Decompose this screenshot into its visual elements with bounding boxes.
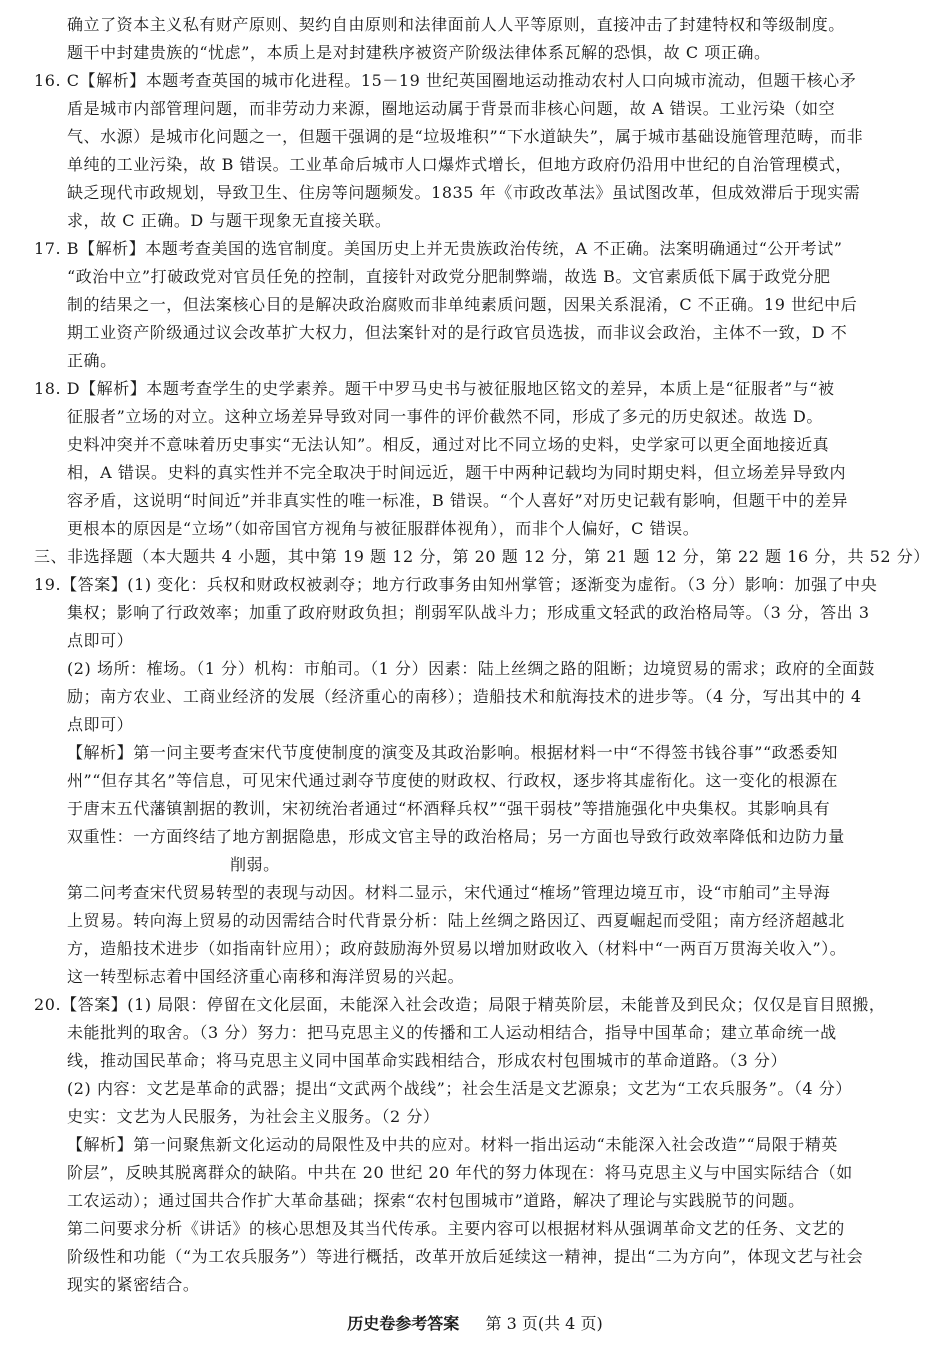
text-line: 上贸易。转向海上贸易的动因需结合时代背景分析：陆上丝绸之路因辽、西夏崛起而受阻；南方经济超越北 xyxy=(67,911,845,930)
text-line: 期工业资产阶级通过议会改革扩大权力，但法案针对的是行政官员选拔，而非议会政治，主体不一致，D 不 xyxy=(67,323,848,342)
text-line: 盾是城市内部管理问题，而非劳动力来源，圈地运动属于背景而非核心问题，故 A 错误。工业污染（如空 xyxy=(67,99,836,118)
text-line: 正确。 xyxy=(67,351,117,370)
text-line: 现实的紧密结合。 xyxy=(67,1275,200,1294)
question-20-line: 20.【答案】(1) 局限：停留在文化层面，未能深入社会改造；局限于精英阶层，未能普及到民众；仅仅是盲目照搬， xyxy=(34,995,886,1014)
page-footer xyxy=(0,1313,950,1335)
text-line: 缺乏现代市政规划，导致卫生、住房等问题频发。1835 年《市政改革法》虽试图改革，但成效滞后于现实需 xyxy=(67,183,861,202)
text-line: 这一转型标志着中国经济重心南移和海洋贸易的兴起。 xyxy=(67,967,465,986)
text-line: 征服者”立场的对立。这种立场差异导致对同一事件的评价截然不同，形成了多元的历史叙述。故选 D。 xyxy=(67,407,823,426)
text-line: (2) 场所：榷场。（1 分）机构：市舶司。（1 分）因素：陆上丝绸之路的阻断；边境贸易的需求；政府的全面鼓 xyxy=(67,659,875,678)
text-line: 制的结果之一，但法案核心目的是解决政治腐败而非单纯素质问题，因果关系混淆，C 不正确。19 世纪中后 xyxy=(67,295,858,314)
text-line: 史料冲突并不意味着历史事实“无法认知”。相反，通过对比不同立场的史料，史学家可以更全面地接近真 xyxy=(67,435,830,454)
text-line: “政治中立”打破政党对官员任免的控制，直接针对政党分肥制弊端，故选 B。文官素质低下属于政党分肥 xyxy=(67,267,831,286)
text-line: 【解析】第一问主要考查宋代节度使制度的演变及其政治影响。根据材料一中“不得签书钱谷事”“政悉委知 xyxy=(67,743,838,762)
text-line: 单纯的工业污染，故 B 错误。工业革命后城市人口爆炸式增长，但地方政府仍沿用中世纪的自治管理模式， xyxy=(67,155,852,174)
text-line: 方，造船技术进步（如指南针应用）；政府鼓励海外贸易以增加财政收入（材料中“一两百万贯海关收入”）。 xyxy=(67,939,847,958)
text-line: 题干中封建贵族的“忧虑”，本质上是对封建秩序被资产阶级法律体系瓦解的恐惧，故 C 项正确。 xyxy=(67,43,771,62)
text-line: 削弱。 xyxy=(230,855,280,874)
text-line: (2) 内容：文艺是革命的武器；提出“文武两个战线”；社会生活是文艺源泉；文艺为“工农兵服务”。（4 分） xyxy=(67,1079,852,1098)
text-line: 阶层”，反映其脱离群众的缺陷。中共在 20 世纪 20 年代的努力体现在：将马克思主义与中国实际结合（如 xyxy=(67,1163,853,1182)
text-line: 励；南方农业、工商业经济的发展（经济重心的南移）；造船技术和航海技术的进步等。（4 分，写出其中的 4 xyxy=(67,687,862,706)
text-line: 求，故 C 正确。D 与题干现象无直接关联。 xyxy=(67,211,392,230)
text-line: 第二问考查宋代贸易转型的表现与动因。材料二显示，宋代通过“榷场”管理边境互市，设“市舶司”主导海 xyxy=(67,883,831,902)
footer-title: 历史卷参考答案 xyxy=(347,1314,460,1333)
question-18-line: 18. D【解析】本题考查学生的史学素养。题干中罗马史书与被征服地区铭文的差异，本质上是“征服者”与“被 xyxy=(34,379,835,398)
question-16-line: 16. C【解析】本题考查英国的城市化进程。15－19 世纪英国圈地运动推动农村人口向城市流动，但题干核心矛 xyxy=(34,71,857,90)
section-heading: 三、非选择题（本大题共 4 小题，其中第 19 题 12 分，第 20 题 12 分，第 21 题 12 分，第 22 题 16 分，共 52 分） xyxy=(34,547,930,566)
text-line: 更根本的原因是“立场”（如帝国官方视角与被征服群体视角），而非个人偏好，C 错误。 xyxy=(67,519,700,538)
text-line: 工农运动）；通过国共合作扩大革命基础；探索“农村包围城市”道路，解决了理论与实践脱节的问题。 xyxy=(67,1191,805,1210)
text-line: 未能批判的取舍。（3 分）努力：把马克思主义的传播和工人运动相结合，指导中国革命；建立革命统一战 xyxy=(67,1023,837,1042)
question-19-line: 19.【答案】(1) 变化：兵权和财政权被剥夺；地方行政事务由知州掌管；逐渐变为虚衔。（3 分）影响：加强了中央 xyxy=(34,575,878,594)
text-line: 双重性：一方面终结了地方割据隐患，形成文官主导的政治格局；另一方面也导致行政效率降低和边防力量 xyxy=(67,827,845,846)
text-line: 史实：文艺为人民服务，为社会主义服务。（2 分） xyxy=(67,1107,440,1126)
text-line: 线，推动国民革命；将马克思主义同中国革命实践相结合，形成农村包围城市的革命道路。（3 分） xyxy=(67,1051,788,1070)
text-line: 于唐末五代藩镇割据的教训，宋初统治者通过“杯酒释兵权”“强干弱枝”等措施强化中央集权。其影响具有 xyxy=(67,799,831,818)
text-line: 集权；影响了行政效率；加重了政府财政负担；削弱军队战斗力；形成重文轻武的政治格局等。（3 分，答出 3 xyxy=(67,603,870,622)
text-line: 确立了资本主义私有财产原则、契约自由原则和法律面前人人平等原则，直接冲击了封建特权和等级制度。 xyxy=(67,15,845,34)
text-line: 州”“但存其名”等信息，可见宋代通过剥夺节度使的财政权、行政权，逐步将其虚衔化。这一变化的根源在 xyxy=(67,771,838,790)
text-line: 阶级性和功能（“为工农兵服务”）等进行概括，改革开放后延续这一精神，提出“二为方向”，体现文艺与社会 xyxy=(67,1247,864,1266)
text-line: 气、水源）是城市化问题之一，但题干强调的是“垃圾堆积”“下水道缺失”，属于城市基础设施管理范畴，而非 xyxy=(67,127,864,146)
text-line: 点即可） xyxy=(67,631,134,650)
text-line: 第二问要求分析《讲话》的核心思想及其当代传承。主要内容可以根据材料从强调革命文艺的任务、文艺的 xyxy=(67,1219,845,1238)
question-17-line: 17. B【解析】本题考查美国的选官制度。美国历史上并无贵族政治传统，A 不正确。法案明确通过“公开考试” xyxy=(34,239,843,258)
text-line: 【解析】第一问聚焦新文化运动的局限性及中共的应对。材料一指出运动“未能深入社会改造”“局限于精英 xyxy=(67,1135,838,1154)
text-line: 相，A 错误。史料的真实性并不完全取决于时间远近，题干中两种记载均为同时期史料，但立场差异导致内 xyxy=(67,463,847,482)
text-line: 容矛盾，这说明“时间近”并非真实性的唯一标准，B 错误。“个人喜好”对历史记载有影响，但题干中的差异 xyxy=(67,491,849,510)
page-number: 第 3 页(共 4 页) xyxy=(485,1314,603,1333)
text-line: 点即可） xyxy=(67,715,134,734)
